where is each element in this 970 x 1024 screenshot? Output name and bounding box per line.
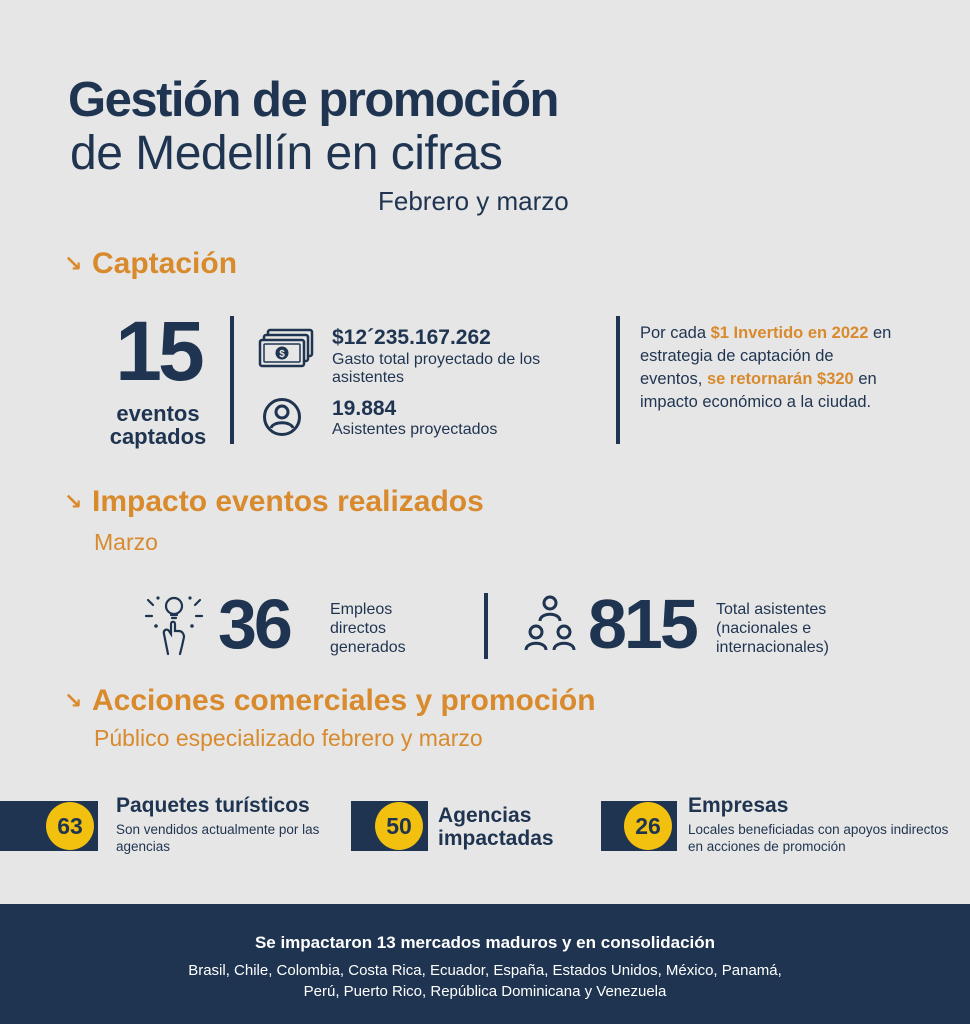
stat-card-title: Paquetes turísticos: [116, 794, 310, 817]
stat-card-title: Agencias impactadas: [438, 804, 554, 850]
events-label: eventos captados: [109, 401, 207, 449]
section-acciones-label: Acciones comerciales y promoción: [92, 684, 596, 717]
section-impacto-heading: [64, 484, 484, 520]
divider: [484, 593, 488, 659]
page-title: Gestión de promoción: [68, 73, 558, 127]
page-title-line-2: de Medellín en cifras: [70, 127, 503, 180]
section-acciones-subheading: Público especializado febrero y marzo: [94, 725, 483, 751]
events-count: 15: [115, 304, 201, 398]
footer-markets: Brasil, Chile, Colombia, Costa Rica, Ecuador, España, Estados Unidos, México, Panamá, Perú, Puerto Rico, República Dominicana y Venezuela: [188, 962, 782, 1000]
section-captacion-heading: [64, 246, 237, 282]
arrow-down-right-icon: ↘: [64, 489, 83, 514]
stat-card-value: 50: [375, 802, 423, 850]
attendees-projected-label: Asistentes proyectados: [332, 421, 498, 438]
roi-quote-highlight: $1 Invertido en 2022: [710, 324, 869, 342]
divider: [230, 316, 234, 444]
spend-label: Gasto total proyectado de los asistentes: [332, 351, 541, 386]
section-impacto-subheading: Marzo: [94, 529, 158, 555]
roi-quote-text: Por cada: [640, 324, 711, 342]
spend-value: $12´235.167.262: [332, 326, 491, 349]
jobs-value: 36: [218, 585, 290, 663]
roi-quote-highlight: se retornarán $320: [706, 370, 854, 388]
section-impacto-label: Impacto eventos realizados: [92, 485, 484, 518]
people-group-icon: [524, 594, 576, 652]
arrow-down-right-icon: ↘: [64, 251, 83, 276]
total-attendees-value: 815: [588, 585, 696, 663]
user-circle-icon: [262, 397, 302, 437]
roi-quote-text: en estrategia de captación de eventos,: [640, 324, 892, 388]
roi-quote: [640, 322, 900, 414]
footer-banner: [0, 904, 970, 1024]
money-bills-icon: [258, 328, 316, 370]
page-period: Febrero y marzo: [378, 186, 569, 216]
lightbulb-hand-icon: [142, 594, 206, 656]
attendees-projected-value: 19.884: [332, 397, 397, 420]
svg-text:$: $: [279, 349, 285, 360]
roi-quote-text: en impacto económico a la ciudad.: [640, 370, 877, 411]
total-attendees-label: Total asistentes (nacionales e internacionales): [716, 601, 829, 656]
stat-card-value: 63: [46, 802, 94, 850]
jobs-label: Empleos directos generados: [330, 601, 406, 656]
stat-card-desc: Locales beneficiadas con apoyos indirectos en acciones de promoción: [688, 822, 949, 854]
section-acciones-heading: [64, 683, 596, 719]
arrow-down-right-icon: ↘: [64, 688, 83, 713]
stat-card-value: 26: [624, 802, 672, 850]
stat-card-desc: Son vendidos actualmente por las agencias: [116, 822, 320, 854]
divider: [616, 316, 620, 444]
stat-card-title: Empresas: [688, 794, 789, 817]
footer-heading: Se impactaron 13 mercados maduros y en consolidación: [254, 933, 716, 952]
section-captacion-label: Captación: [92, 247, 238, 280]
